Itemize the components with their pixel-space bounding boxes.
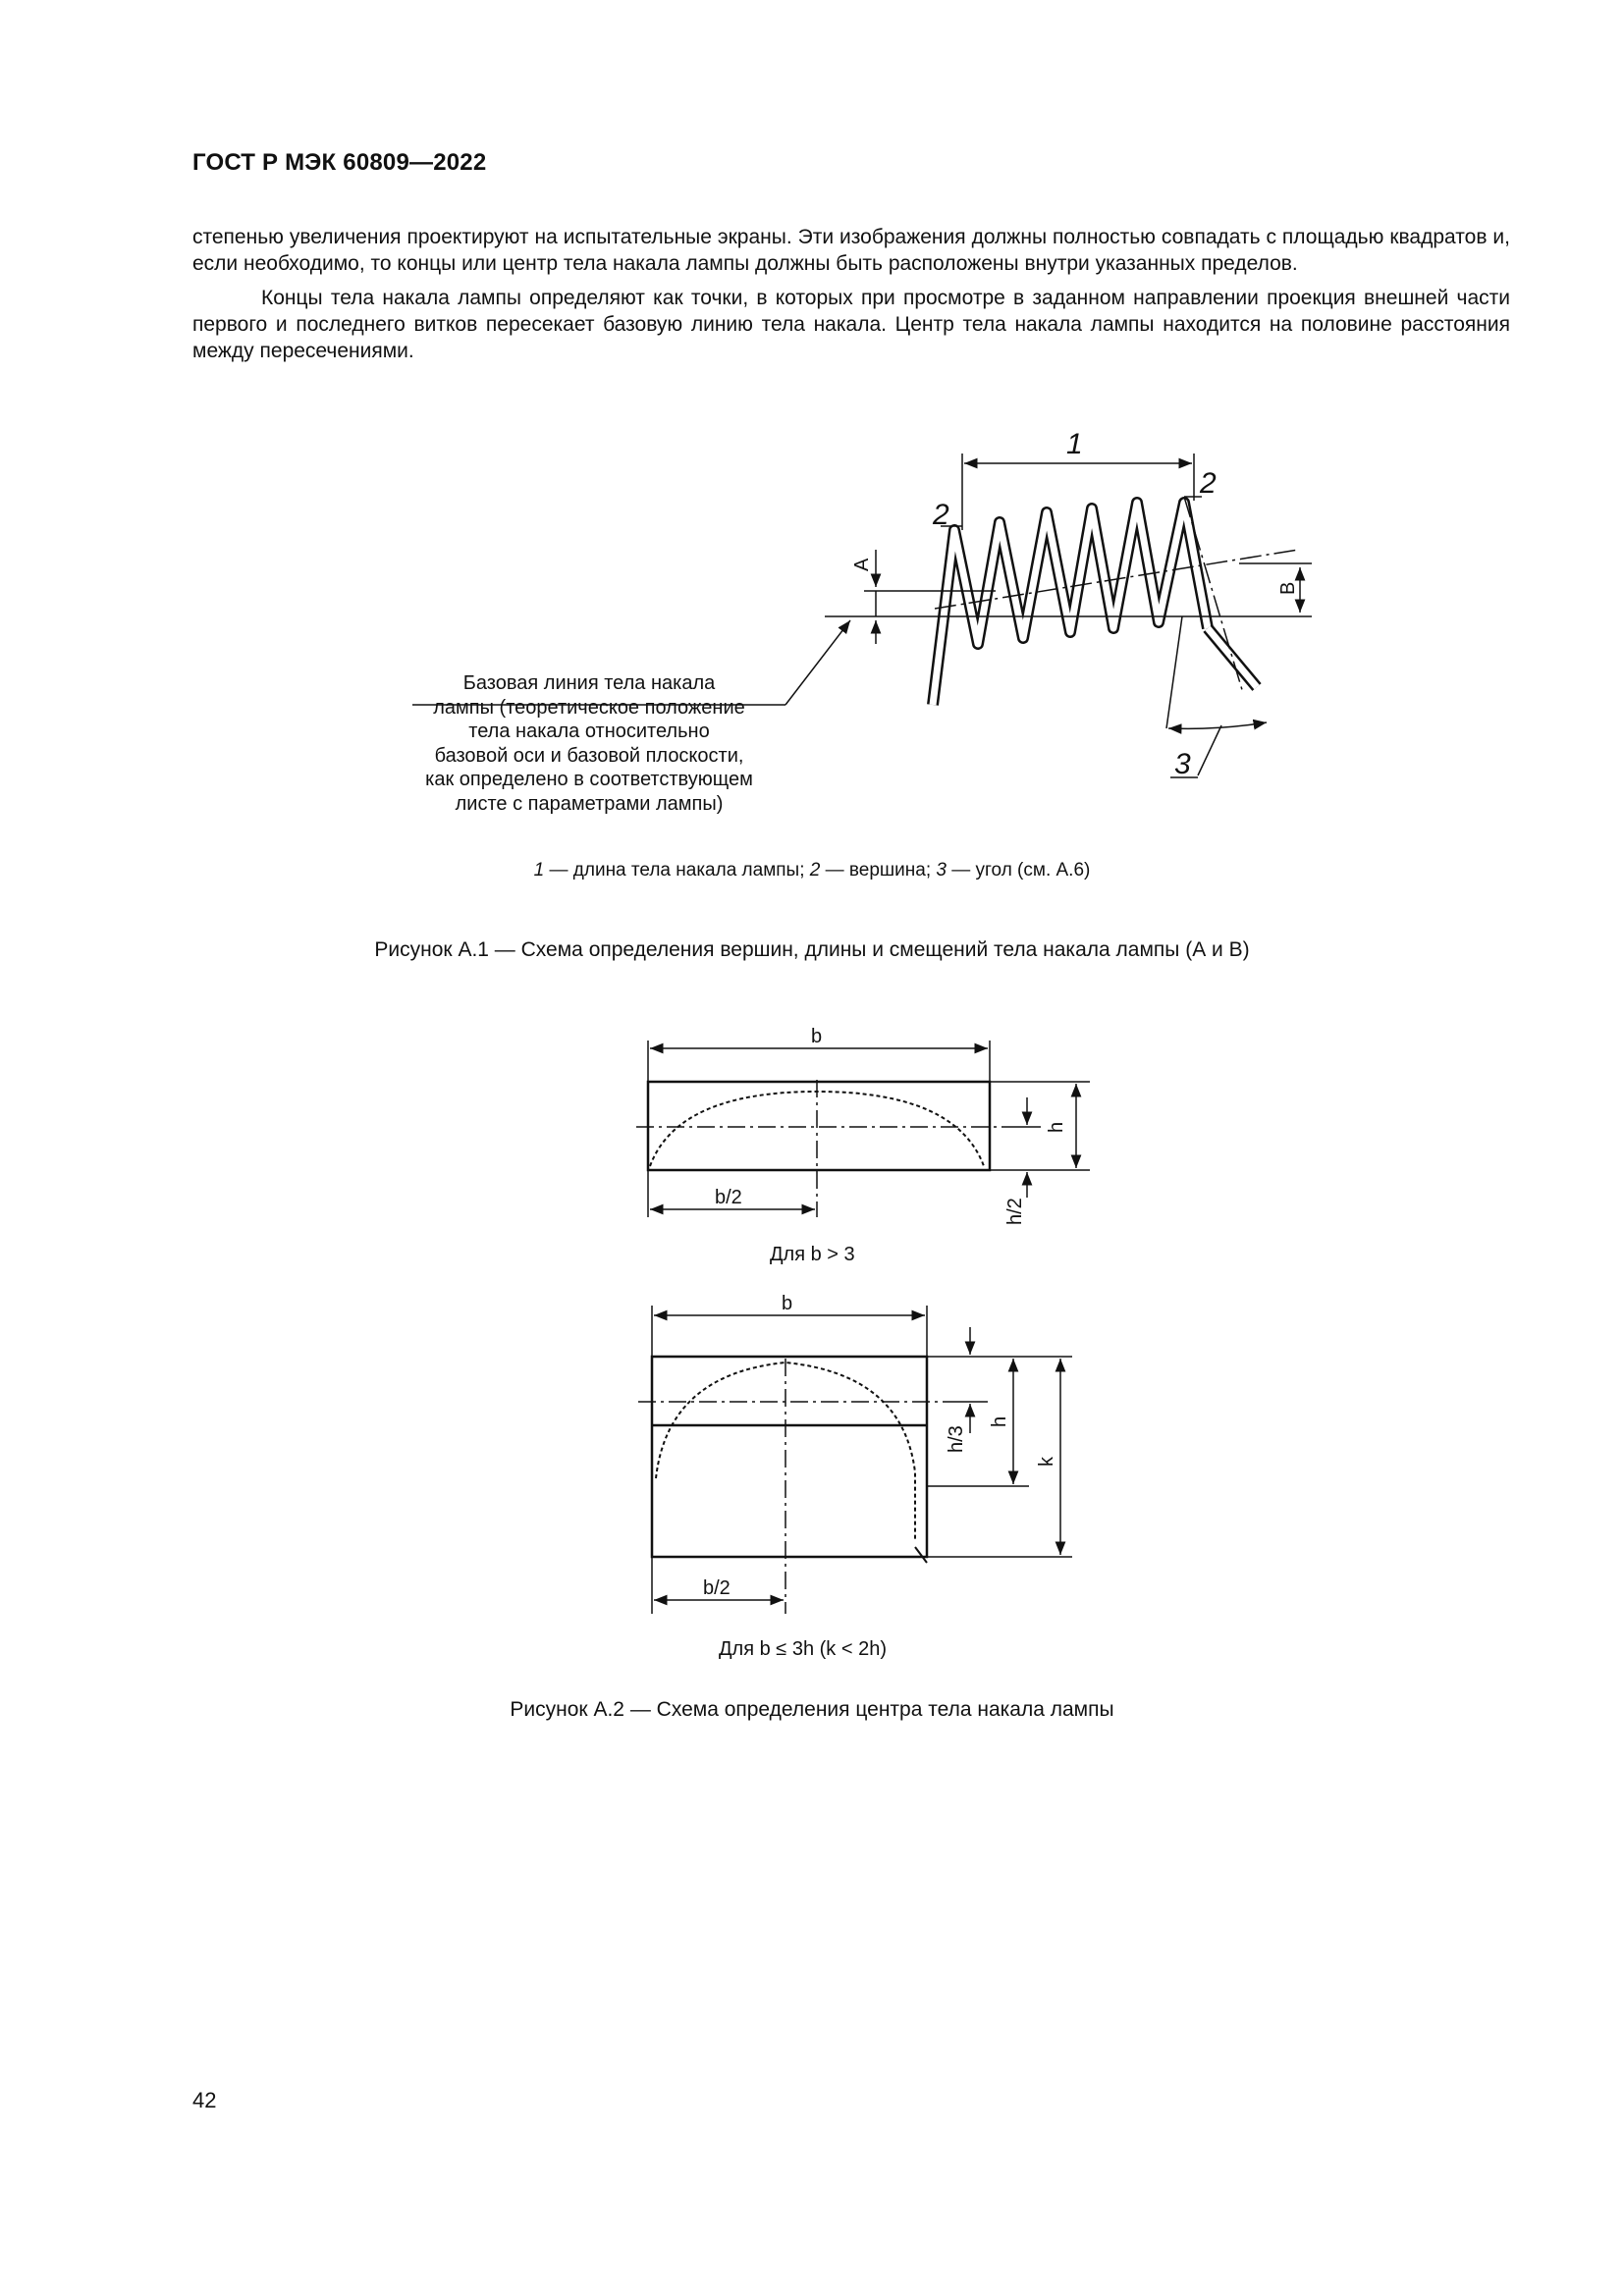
legend-number: 2 <box>809 860 821 881</box>
top-h-label: h <box>1046 1121 1067 1133</box>
label-angle: 3 <box>1174 748 1191 780</box>
top-h-half-label: h/2 <box>1004 1198 1026 1225</box>
legend-number: 1 <box>533 860 545 881</box>
legend-text: — вершина; <box>820 860 937 881</box>
callout-line: Базовая линия тела накала <box>462 672 716 694</box>
bottom-b-half-label: b/2 <box>703 1577 731 1599</box>
document-header: ГОСТ Р МЭК 60809—2022 <box>192 149 487 176</box>
bottom-h-label: h <box>989 1415 1010 1427</box>
top-b-half-label: b/2 <box>715 1187 742 1208</box>
label-length: 1 <box>1066 428 1083 460</box>
figure-a1-title: Рисунок А.1 — Схема определения вершин, длины и смещений тела накала лампы (А и В) <box>374 938 1250 961</box>
label-apex-right: 2 <box>1200 467 1217 500</box>
callout-line: базовой оси и базовой плоскости, <box>434 744 744 767</box>
callout-line: как определено в соответствующем <box>425 769 753 790</box>
bottom-h-third-label: h/3 <box>946 1425 967 1453</box>
label-offset-b: B <box>1277 581 1299 595</box>
label-apex-left: 2 <box>933 499 949 531</box>
callout-line: тела накала относительно <box>468 721 710 742</box>
bottom-b-label: b <box>782 1293 793 1314</box>
bottom-frame <box>652 1357 927 1557</box>
top-caption: Для b > 3 <box>770 1244 855 1265</box>
paragraph-1: степенью увеличения проектируют на испытательные экраны. Эти изображения должны полностью совпадать с площадью квадратов и, если необходимо, то концы или центр тела накала лампы должны быть расположены внутри указанных пределов. <box>192 226 1510 275</box>
bottom-k-label: k <box>1036 1457 1057 1467</box>
top-frame <box>648 1082 990 1170</box>
callout-line: листе с параметрами лампы) <box>455 792 724 815</box>
page-number: 42 <box>192 2088 217 2112</box>
label-offset-a: A <box>851 558 873 571</box>
bottom-caption: Для b ≤ 3h (k < 2h) <box>719 1638 887 1660</box>
paragraph-2: Концы тела накала лампы определяют как точки, в которых при просмотре в заданном направлении проекция внешней части первого и последнего витков пересекает базовую линию тела накала. Центр тела накала лампы находится на половине расстояния между пересечениями. <box>192 287 1510 362</box>
callout-line: лампы (теоретическое положение <box>433 696 745 719</box>
top-b-label: b <box>811 1026 823 1047</box>
legend-text: — угол (см. А.6) <box>946 860 1091 881</box>
legend-text: — длина тела накала лампы; <box>544 860 810 881</box>
legend-number: 3 <box>936 860 947 881</box>
figure-a2-title: Рисунок А.2 — Схема определения центра тела накала лампы <box>510 1698 1114 1721</box>
